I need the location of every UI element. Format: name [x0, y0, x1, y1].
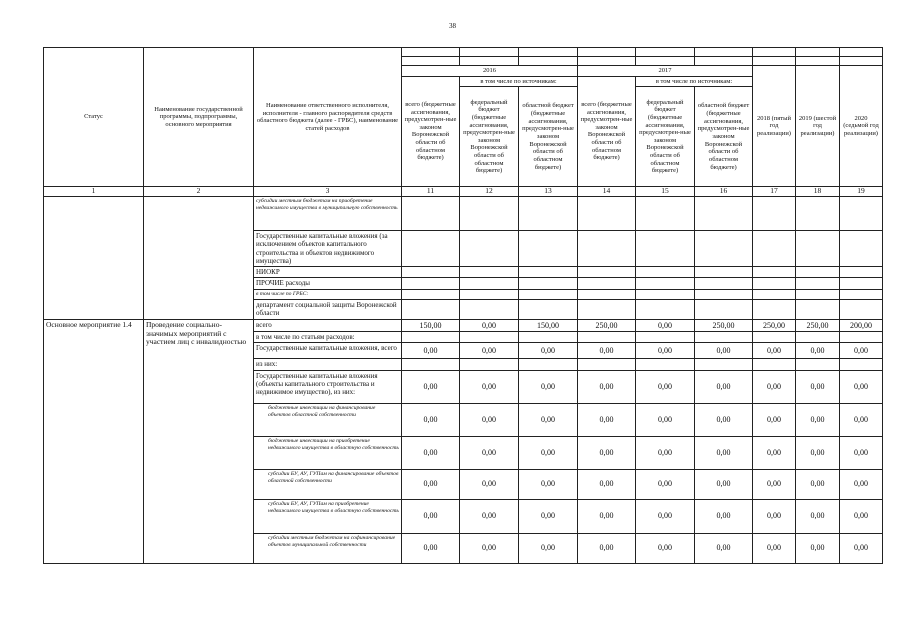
- value-cell: 0,00: [578, 370, 636, 403]
- empty-value-cell: [753, 332, 796, 343]
- value-cell: 0,00: [796, 499, 840, 533]
- empty-value-cell: [636, 289, 695, 299]
- value-cell: 0,00: [460, 469, 519, 499]
- header-total-2017: всего (бюджетные ассигнования, предусмотрен-ные законом Воронежской области об областном бюджете): [578, 76, 636, 187]
- column-number: 15: [636, 187, 695, 197]
- value-cell: 0,00: [402, 469, 460, 499]
- empty-value-cell: [402, 299, 460, 319]
- empty-value-cell: [840, 231, 883, 267]
- value-cell: 0,00: [519, 370, 578, 403]
- empty-value-cell: [796, 359, 840, 370]
- empty-value-cell: [460, 231, 519, 267]
- header-year-2017: 2017: [578, 66, 753, 77]
- empty-value-cell: [402, 359, 460, 370]
- empty-value-cell: [796, 231, 840, 267]
- value-cell: 0,00: [796, 436, 840, 469]
- value-cell: 0,00: [402, 499, 460, 533]
- value-cell: 250,00: [753, 319, 796, 331]
- value-cell: 0,00: [796, 403, 840, 436]
- empty-value-cell: [796, 278, 840, 289]
- empty-value-cell: [753, 289, 796, 299]
- empty-value-cell: [695, 278, 753, 289]
- empty-value-cell: [519, 267, 578, 278]
- empty-value-cell: [519, 289, 578, 299]
- value-cell: 0,00: [460, 499, 519, 533]
- value-cell: 0,00: [460, 533, 519, 563]
- value-cell: 0,00: [636, 469, 695, 499]
- empty-value-cell: [460, 197, 519, 231]
- empty-value-cell: [753, 197, 796, 231]
- value-cell: 0,00: [578, 403, 636, 436]
- empty-name-cell: [144, 197, 254, 320]
- empty-value-cell: [578, 197, 636, 231]
- row-label: всего: [254, 319, 402, 331]
- empty-value-cell: [402, 289, 460, 299]
- value-cell: 0,00: [636, 343, 695, 359]
- row-label: в том числе по ГРБС:: [254, 289, 402, 299]
- empty-value-cell: [695, 231, 753, 267]
- empty-value-cell: [840, 197, 883, 231]
- value-cell: 200,00: [840, 319, 883, 331]
- empty-value-cell: [695, 299, 753, 319]
- row-label: Государственные капитальные вложения (объекты капитального строительства и недвижимое имущество), из них:: [254, 370, 402, 403]
- empty-value-cell: [519, 299, 578, 319]
- value-cell: 0,00: [519, 343, 578, 359]
- value-cell: 0,00: [402, 436, 460, 469]
- header-sources-2016: в том числе по источникам:: [460, 76, 578, 87]
- value-cell: 0,00: [753, 533, 796, 563]
- column-number-row: [44, 187, 883, 197]
- value-cell: 0,00: [695, 499, 753, 533]
- measure-status: Основное мероприятие 1.4: [44, 319, 144, 563]
- row-label: департамент социальной защиты Воронежской области: [254, 299, 402, 319]
- header-total-2016: всего (бюджетные ассигнования, предусмотрен-ные законом Воронежской области об областном бюджете): [402, 76, 460, 187]
- empty-value-cell: [402, 197, 460, 231]
- value-cell: 0,00: [840, 403, 883, 436]
- header-2019: 2019 (шестой год реализации): [796, 66, 840, 187]
- empty-value-cell: [636, 278, 695, 289]
- header-program-name: Наименование государственной программы, подпрограммы, основного мероприятия: [144, 48, 254, 187]
- column-number: 19: [840, 187, 883, 197]
- header-2018: 2018 (пятый год реализации): [753, 66, 796, 187]
- row-label: в том числе по статьям расходов:: [254, 332, 402, 343]
- empty-value-cell: [460, 289, 519, 299]
- value-cell: 0,00: [519, 469, 578, 499]
- value-cell: 150,00: [402, 319, 460, 331]
- header-federal-2017: федеральный бюджет (бюджетные ассигнования, предусмотрен-ные законом Воронежской области об областном бюджете): [636, 87, 695, 187]
- value-cell: 0,00: [636, 319, 695, 331]
- column-number: 17: [753, 187, 796, 197]
- empty-value-cell: [402, 332, 460, 343]
- page-number: 38: [449, 22, 456, 30]
- value-cell: 0,00: [796, 343, 840, 359]
- empty-value-cell: [519, 278, 578, 289]
- value-cell: 0,00: [636, 436, 695, 469]
- value-cell: 0,00: [840, 499, 883, 533]
- empty-value-cell: [636, 267, 695, 278]
- empty-value-cell: [460, 267, 519, 278]
- value-cell: 0,00: [578, 533, 636, 563]
- empty-value-cell: [402, 278, 460, 289]
- column-number: 11: [402, 187, 460, 197]
- header-regional-2016: областной бюджет (бюджетные ассигнования, предусмотрен-ные законом Воронежской области об областном бюджете): [519, 87, 578, 187]
- value-cell: 0,00: [460, 370, 519, 403]
- header-2020: 2020 (седьмой год реализации): [840, 66, 883, 187]
- value-cell: 250,00: [695, 319, 753, 331]
- empty-value-cell: [460, 359, 519, 370]
- value-cell: 0,00: [695, 436, 753, 469]
- value-cell: 0,00: [840, 343, 883, 359]
- empty-value-cell: [636, 332, 695, 343]
- empty-value-cell: [796, 267, 840, 278]
- row-label: бюджетные инвестиции на финансирование объектов областной собственности: [254, 403, 402, 436]
- value-cell: 150,00: [519, 319, 578, 331]
- budget-table: [43, 47, 883, 564]
- empty-value-cell: [578, 299, 636, 319]
- empty-value-cell: [753, 359, 796, 370]
- value-cell: 0,00: [695, 343, 753, 359]
- table-row: [44, 319, 883, 331]
- value-cell: 0,00: [636, 499, 695, 533]
- empty-value-cell: [578, 359, 636, 370]
- empty-value-cell: [636, 299, 695, 319]
- row-label: из них:: [254, 359, 402, 370]
- empty-value-cell: [753, 231, 796, 267]
- value-cell: 0,00: [578, 343, 636, 359]
- column-number: 14: [578, 187, 636, 197]
- value-cell: 0,00: [402, 533, 460, 563]
- value-cell: 0,00: [578, 469, 636, 499]
- empty-value-cell: [695, 197, 753, 231]
- empty-value-cell: [796, 197, 840, 231]
- empty-value-cell: [796, 332, 840, 343]
- empty-value-cell: [753, 299, 796, 319]
- table-row: [44, 197, 883, 231]
- header-status: Статус: [44, 48, 144, 187]
- value-cell: 0,00: [796, 469, 840, 499]
- empty-value-cell: [840, 332, 883, 343]
- header-regional-2017: областной бюджет (бюджетные ассигнования, предусмотрен-ные законом Воронежской области об областном бюджете): [695, 87, 753, 187]
- value-cell: 0,00: [519, 403, 578, 436]
- empty-value-cell: [519, 197, 578, 231]
- empty-value-cell: [695, 289, 753, 299]
- value-cell: 0,00: [402, 343, 460, 359]
- value-cell: 0,00: [636, 403, 695, 436]
- row-label: Государственные капитальные вложения (за исключением объектов капитального строительства и объектов недвижимого имущества): [254, 231, 402, 267]
- value-cell: 0,00: [519, 499, 578, 533]
- value-cell: 0,00: [695, 403, 753, 436]
- value-cell: 0,00: [796, 370, 840, 403]
- value-cell: 0,00: [840, 533, 883, 563]
- empty-value-cell: [578, 289, 636, 299]
- value-cell: 0,00: [636, 370, 695, 403]
- row-label: ПРОЧИЕ расходы: [254, 278, 402, 289]
- empty-value-cell: [753, 267, 796, 278]
- empty-value-cell: [578, 332, 636, 343]
- empty-value-cell: [402, 267, 460, 278]
- empty-value-cell: [636, 197, 695, 231]
- empty-value-cell: [840, 267, 883, 278]
- column-number: 2: [144, 187, 254, 197]
- row-label: субсидии местным бюджетам на приобретение недвижимого имущества в муниципальную собственность: [254, 197, 402, 231]
- value-cell: 0,00: [840, 436, 883, 469]
- header-executor: Наименование ответственного исполнителя, исполнителя - главного распорядителя средств областного бюджета (далее - ГРБС), наименование статей расходов: [254, 48, 402, 187]
- empty-value-cell: [796, 289, 840, 299]
- value-cell: 0,00: [460, 403, 519, 436]
- empty-value-cell: [519, 359, 578, 370]
- empty-value-cell: [519, 231, 578, 267]
- value-cell: 0,00: [753, 499, 796, 533]
- empty-value-cell: [402, 231, 460, 267]
- empty-value-cell: [636, 359, 695, 370]
- empty-value-cell: [753, 278, 796, 289]
- row-label: Государственные капитальные вложения, всего: [254, 343, 402, 359]
- value-cell: 0,00: [695, 370, 753, 403]
- value-cell: 0,00: [695, 469, 753, 499]
- empty-value-cell: [840, 289, 883, 299]
- header-federal-2016: федеральный бюджет (бюджетные ассигнования, предусмотрен-ные законом Воронежской области об областном бюджете): [460, 87, 519, 187]
- empty-value-cell: [695, 332, 753, 343]
- column-number: 1: [44, 187, 144, 197]
- empty-value-cell: [695, 267, 753, 278]
- value-cell: 0,00: [578, 499, 636, 533]
- row-label: субсидии БУ, АУ, ГУПам на финансирование объектов областной собственности: [254, 469, 402, 499]
- column-number: 12: [460, 187, 519, 197]
- value-cell: 0,00: [519, 533, 578, 563]
- value-cell: 0,00: [753, 370, 796, 403]
- value-cell: 250,00: [578, 319, 636, 331]
- row-label: бюджетные инвестиции на приобретение недвижимого имущества в областную собственность: [254, 436, 402, 469]
- empty-value-cell: [840, 299, 883, 319]
- column-number: 18: [796, 187, 840, 197]
- value-cell: 0,00: [402, 370, 460, 403]
- value-cell: 250,00: [796, 319, 840, 331]
- empty-value-cell: [695, 359, 753, 370]
- empty-value-cell: [578, 278, 636, 289]
- empty-value-cell: [840, 359, 883, 370]
- row-label: субсидии местным бюджетам на софинансирование объектов муниципальной собственности: [254, 533, 402, 563]
- measure-name: Проведение социально-значимых мероприятий с участием лиц с инвалидностью: [144, 319, 254, 563]
- column-number: 13: [519, 187, 578, 197]
- value-cell: 0,00: [636, 533, 695, 563]
- empty-value-cell: [840, 278, 883, 289]
- value-cell: 0,00: [753, 403, 796, 436]
- row-label: субсидии БУ, АУ, ГУПам на приобретение недвижимого имущества в областную собственность: [254, 499, 402, 533]
- empty-value-cell: [796, 299, 840, 319]
- row-label: НИОКР: [254, 267, 402, 278]
- empty-value-cell: [636, 231, 695, 267]
- value-cell: 0,00: [753, 343, 796, 359]
- empty-value-cell: [519, 332, 578, 343]
- empty-value-cell: [460, 332, 519, 343]
- column-number: 3: [254, 187, 402, 197]
- column-number: 16: [695, 187, 753, 197]
- value-cell: 0,00: [460, 343, 519, 359]
- empty-value-cell: [460, 299, 519, 319]
- empty-value-cell: [578, 267, 636, 278]
- value-cell: 0,00: [460, 319, 519, 331]
- header-year-2016: 2016: [402, 66, 578, 77]
- value-cell: 0,00: [753, 436, 796, 469]
- value-cell: 0,00: [402, 403, 460, 436]
- empty-value-cell: [578, 231, 636, 267]
- value-cell: 0,00: [460, 436, 519, 469]
- empty-status-cell: [44, 197, 144, 320]
- header-sources-2017: в том числе по источникам:: [636, 76, 753, 87]
- empty-value-cell: [460, 278, 519, 289]
- value-cell: 0,00: [578, 436, 636, 469]
- value-cell: 0,00: [753, 469, 796, 499]
- value-cell: 0,00: [840, 370, 883, 403]
- value-cell: 0,00: [796, 533, 840, 563]
- value-cell: 0,00: [695, 533, 753, 563]
- value-cell: 0,00: [840, 469, 883, 499]
- value-cell: 0,00: [519, 436, 578, 469]
